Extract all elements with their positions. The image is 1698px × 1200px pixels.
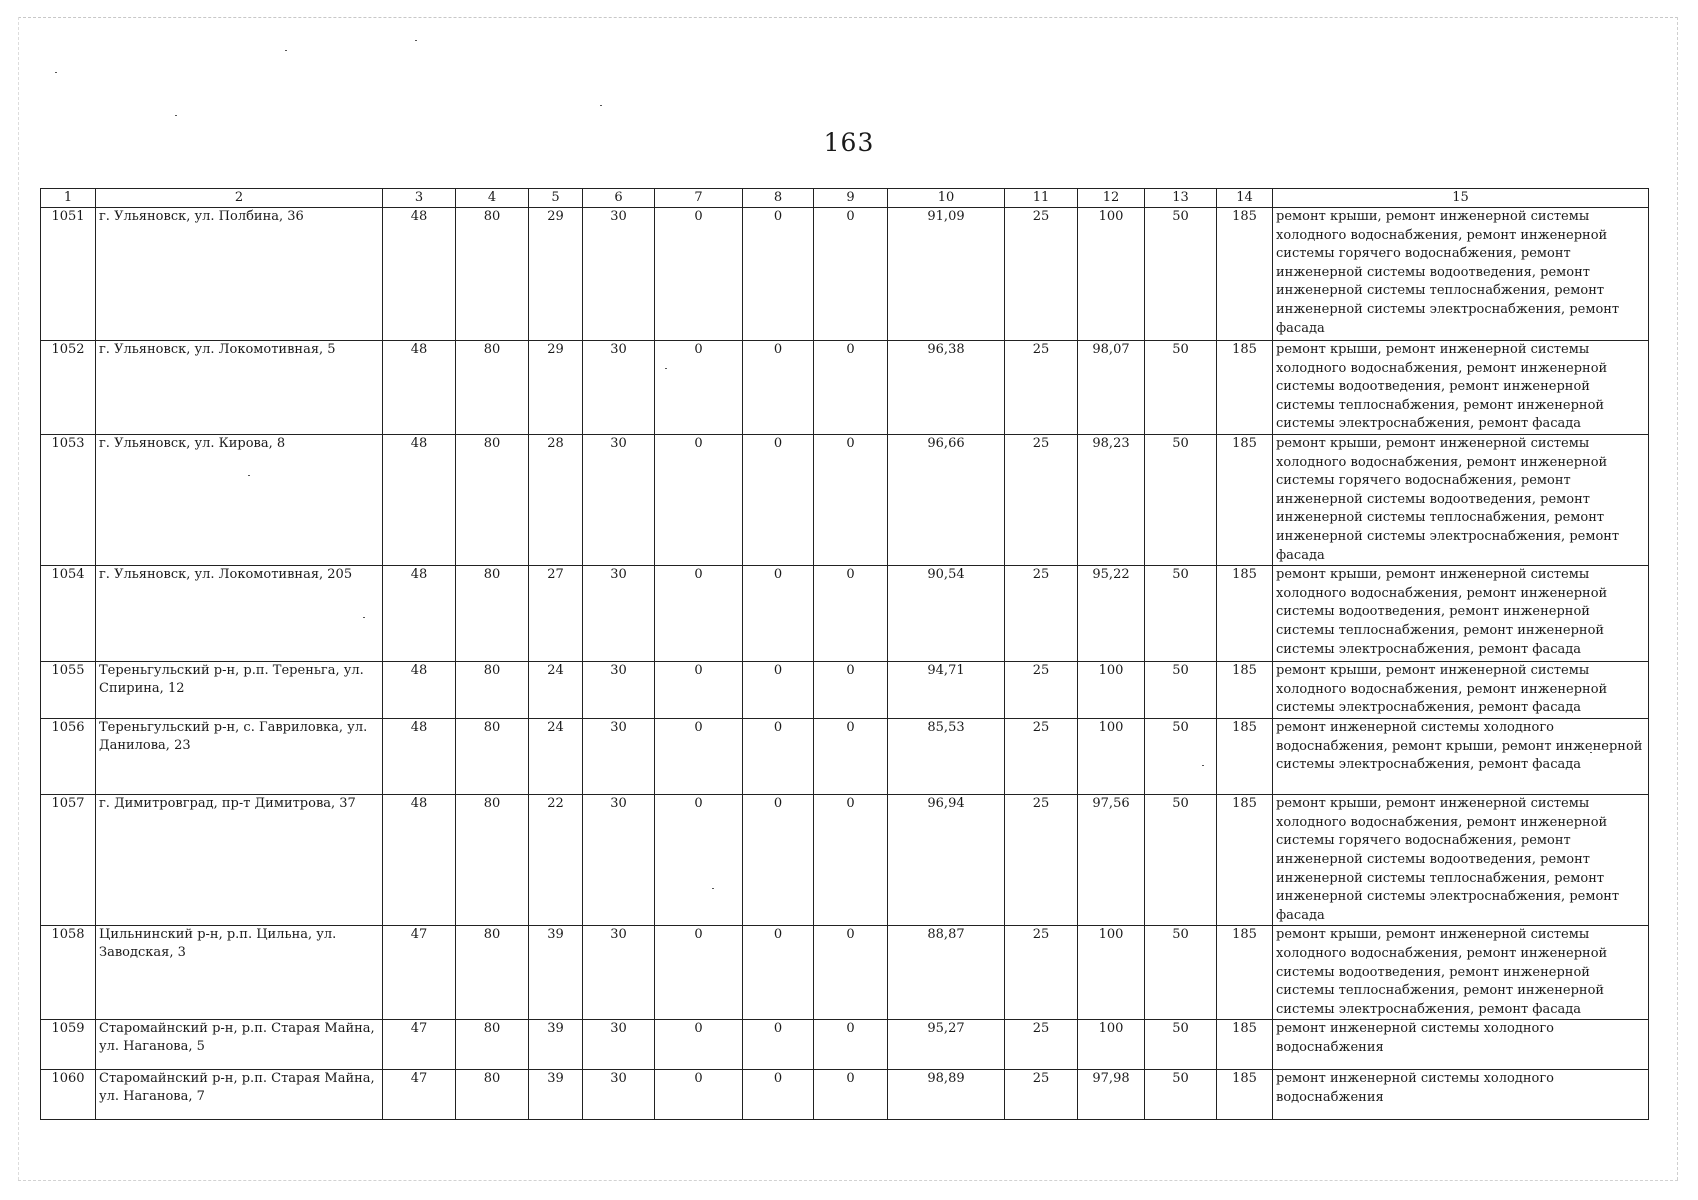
value-cell: 30 [583, 341, 655, 435]
value-cell: 22 [529, 795, 583, 926]
scan-speck [600, 105, 602, 106]
scan-speck [175, 115, 177, 116]
value-cell: 50 [1145, 662, 1217, 719]
value-cell: 0 [814, 662, 888, 719]
value-cell: 25 [1005, 662, 1078, 719]
value-cell: 96,38 [888, 341, 1005, 435]
value-cell: 0 [743, 1070, 814, 1120]
value-cell: 48 [383, 795, 456, 926]
value-cell: 25 [1005, 1020, 1078, 1070]
value-cell: 50 [1145, 1070, 1217, 1120]
value-cell: 0 [655, 341, 743, 435]
value-cell: 97,56 [1078, 795, 1145, 926]
scan-border-right [1677, 17, 1678, 1180]
value-cell: 47 [383, 1020, 456, 1070]
value-cell: 0 [655, 566, 743, 662]
table-row [41, 1020, 1649, 1070]
address-cell: Старомайнский р-н, р.п. Старая Майна, ул. Наганова, 7 [96, 1070, 383, 1120]
column-header: 10 [888, 189, 1005, 208]
value-cell: 0 [655, 662, 743, 719]
value-cell: 39 [529, 926, 583, 1020]
value-cell: 185 [1217, 1020, 1273, 1070]
value-cell: 30 [583, 1070, 655, 1120]
table-row [41, 1070, 1649, 1120]
table-row [41, 795, 1649, 926]
value-cell: 0 [743, 926, 814, 1020]
value-cell: 24 [529, 719, 583, 795]
value-cell: 185 [1217, 208, 1273, 341]
value-cell: 24 [529, 662, 583, 719]
value-cell: 50 [1145, 1020, 1217, 1070]
value-cell: 25 [1005, 208, 1078, 341]
value-cell: 185 [1217, 435, 1273, 566]
value-cell: 25 [1005, 1070, 1078, 1120]
works-cell: ремонт крыши, ремонт инженерной системы холодного водоснабжения, ремонт инженерной системы электроснабжения, ремонт фасада [1273, 662, 1649, 719]
value-cell: 0 [743, 341, 814, 435]
value-cell: 80 [456, 435, 529, 566]
column-header: 15 [1273, 189, 1649, 208]
works-cell: ремонт крыши, ремонт инженерной системы холодного водоснабжения, ремонт инженерной системы горячего водоснабжения, ремонт инженерной системы водоотведения, ремонт инженерной системы теплоснабжения, ремонт инженерной системы электроснабжения, ремонт фасада [1273, 208, 1649, 341]
value-cell: 185 [1217, 795, 1273, 926]
column-header: 3 [383, 189, 456, 208]
value-cell: 94,71 [888, 662, 1005, 719]
value-cell: 48 [383, 719, 456, 795]
value-cell: 25 [1005, 566, 1078, 662]
value-cell: 100 [1078, 926, 1145, 1020]
works-cell: ремонт инженерной системы холодного водоснабжения [1273, 1020, 1649, 1070]
row-number-cell: 1058 [41, 926, 96, 1020]
value-cell: 48 [383, 662, 456, 719]
works-cell: ремонт крыши, ремонт инженерной системы холодного водоснабжения, ремонт инженерной системы водоотведения, ремонт инженерной системы теплоснабжения, ремонт инженерной системы электроснабжения, ремонт фасада [1273, 926, 1649, 1020]
value-cell: 80 [456, 1020, 529, 1070]
row-number-cell: 1056 [41, 719, 96, 795]
row-number-cell: 1055 [41, 662, 96, 719]
value-cell: 0 [743, 435, 814, 566]
value-cell: 96,94 [888, 795, 1005, 926]
value-cell: 28 [529, 435, 583, 566]
column-header: 13 [1145, 189, 1217, 208]
value-cell: 0 [743, 719, 814, 795]
address-cell: г. Ульяновск, ул. Локомотивная, 205 [96, 566, 383, 662]
value-cell: 0 [814, 1070, 888, 1120]
value-cell: 98,89 [888, 1070, 1005, 1120]
value-cell: 48 [383, 566, 456, 662]
table-row [41, 341, 1649, 435]
row-number-cell: 1060 [41, 1070, 96, 1120]
table-row [41, 719, 1649, 795]
value-cell: 0 [655, 208, 743, 341]
value-cell: 0 [655, 1070, 743, 1120]
value-cell: 95,27 [888, 1020, 1005, 1070]
address-cell: г. Ульяновск, ул. Кирова, 8 [96, 435, 383, 566]
value-cell: 88,87 [888, 926, 1005, 1020]
row-number-cell: 1059 [41, 1020, 96, 1070]
value-cell: 39 [529, 1020, 583, 1070]
value-cell: 48 [383, 435, 456, 566]
row-number-cell: 1051 [41, 208, 96, 341]
value-cell: 0 [814, 208, 888, 341]
value-cell: 80 [456, 566, 529, 662]
value-cell: 0 [655, 1020, 743, 1070]
value-cell: 96,66 [888, 435, 1005, 566]
column-header: 14 [1217, 189, 1273, 208]
column-header: 4 [456, 189, 529, 208]
value-cell: 80 [456, 1070, 529, 1120]
value-cell: 50 [1145, 435, 1217, 566]
column-number-row [41, 189, 1649, 208]
address-cell: Старомайнский р-н, р.п. Старая Майна, ул. Наганова, 5 [96, 1020, 383, 1070]
column-header: 7 [655, 189, 743, 208]
scan-border-top [18, 17, 1678, 18]
value-cell: 100 [1078, 662, 1145, 719]
value-cell: 0 [814, 719, 888, 795]
repair-register-table [40, 188, 1649, 1120]
value-cell: 0 [655, 435, 743, 566]
value-cell: 47 [383, 926, 456, 1020]
value-cell: 30 [583, 719, 655, 795]
scan-speck [285, 50, 287, 51]
table-row [41, 208, 1649, 341]
value-cell: 98,07 [1078, 341, 1145, 435]
row-number-cell: 1057 [41, 795, 96, 926]
value-cell: 30 [583, 435, 655, 566]
value-cell: 25 [1005, 435, 1078, 566]
works-cell: ремонт крыши, ремонт инженерной системы холодного водоснабжения, ремонт инженерной системы водоотведения, ремонт инженерной системы теплоснабжения, ремонт инженерной системы электроснабжения, ремонт фасада [1273, 566, 1649, 662]
works-cell: ремонт крыши, ремонт инженерной системы холодного водоснабжения, ремонт инженерной системы горячего водоснабжения, ремонт инженерной системы водоотведения, ремонт инженерной системы теплоснабжения, ремонт инженерной системы электроснабжения, ремонт фасада [1273, 795, 1649, 926]
table-row [41, 566, 1649, 662]
address-cell: г. Ульяновск, ул. Полбина, 36 [96, 208, 383, 341]
value-cell: 50 [1145, 926, 1217, 1020]
value-cell: 98,23 [1078, 435, 1145, 566]
value-cell: 80 [456, 662, 529, 719]
value-cell: 30 [583, 1020, 655, 1070]
value-cell: 185 [1217, 719, 1273, 795]
value-cell: 0 [655, 926, 743, 1020]
register-rows [41, 208, 1649, 1120]
scan-border-left [18, 17, 19, 1180]
works-cell: ремонт инженерной системы холодного водоснабжения [1273, 1070, 1649, 1120]
value-cell: 29 [529, 341, 583, 435]
row-number-cell: 1053 [41, 435, 96, 566]
value-cell: 0 [743, 566, 814, 662]
value-cell: 185 [1217, 1070, 1273, 1120]
row-number-cell: 1054 [41, 566, 96, 662]
value-cell: 0 [743, 662, 814, 719]
value-cell: 185 [1217, 926, 1273, 1020]
column-header: 5 [529, 189, 583, 208]
column-header: 11 [1005, 189, 1078, 208]
value-cell: 185 [1217, 566, 1273, 662]
value-cell: 30 [583, 926, 655, 1020]
value-cell: 25 [1005, 795, 1078, 926]
address-cell: г. Ульяновск, ул. Локомотивная, 5 [96, 341, 383, 435]
value-cell: 91,09 [888, 208, 1005, 341]
value-cell: 0 [743, 795, 814, 926]
value-cell: 27 [529, 566, 583, 662]
column-header: 6 [583, 189, 655, 208]
value-cell: 0 [743, 1020, 814, 1070]
value-cell: 30 [583, 662, 655, 719]
value-cell: 25 [1005, 719, 1078, 795]
value-cell: 80 [456, 719, 529, 795]
value-cell: 25 [1005, 926, 1078, 1020]
value-cell: 95,22 [1078, 566, 1145, 662]
value-cell: 47 [383, 1070, 456, 1120]
value-cell: 0 [814, 435, 888, 566]
value-cell: 80 [456, 341, 529, 435]
value-cell: 100 [1078, 719, 1145, 795]
column-header: 2 [96, 189, 383, 208]
works-cell: ремонт крыши, ремонт инженерной системы холодного водоснабжения, ремонт инженерной системы водоотведения, ремонт инженерной системы теплоснабжения, ремонт инженерной системы электроснабжения, ремонт фасада [1273, 341, 1649, 435]
address-cell: Тереньгульский р-н, с. Гавриловка, ул. Данилова, 23 [96, 719, 383, 795]
value-cell: 185 [1217, 341, 1273, 435]
value-cell: 30 [583, 795, 655, 926]
scan-speck [55, 72, 57, 73]
value-cell: 0 [814, 341, 888, 435]
page-number: 163 [823, 128, 875, 157]
table-row [41, 662, 1649, 719]
value-cell: 30 [583, 566, 655, 662]
address-cell: Тереньгульский р-н, р.п. Тереньга, ул. Спирина, 12 [96, 662, 383, 719]
column-header: 1 [41, 189, 96, 208]
address-cell: Цильнинский р-н, р.п. Цильна, ул. Заводская, 3 [96, 926, 383, 1020]
value-cell: 85,53 [888, 719, 1005, 795]
value-cell: 39 [529, 1070, 583, 1120]
address-cell: г. Димитровград, пр-т Димитрова, 37 [96, 795, 383, 926]
value-cell: 0 [655, 795, 743, 926]
value-cell: 97,98 [1078, 1070, 1145, 1120]
works-cell: ремонт крыши, ремонт инженерной системы холодного водоснабжения, ремонт инженерной системы горячего водоснабжения, ремонт инженерной системы водоотведения, ремонт инженерной системы теплоснабжения, ремонт инженерной системы электроснабжения, ремонт фасада [1273, 435, 1649, 566]
value-cell: 25 [1005, 341, 1078, 435]
value-cell: 90,54 [888, 566, 1005, 662]
value-cell: 0 [743, 208, 814, 341]
value-cell: 50 [1145, 208, 1217, 341]
value-cell: 0 [814, 1020, 888, 1070]
value-cell: 100 [1078, 208, 1145, 341]
row-number-cell: 1052 [41, 341, 96, 435]
scan-speck [415, 40, 417, 41]
value-cell: 30 [583, 208, 655, 341]
value-cell: 80 [456, 926, 529, 1020]
column-header: 8 [743, 189, 814, 208]
table-row [41, 926, 1649, 1020]
value-cell: 0 [814, 926, 888, 1020]
value-cell: 50 [1145, 341, 1217, 435]
works-cell: ремонт инженерной системы холодного водоснабжения, ремонт крыши, ремонт инженерной системы электроснабжения, ремонт фасада [1273, 719, 1649, 795]
value-cell: 80 [456, 208, 529, 341]
value-cell: 80 [456, 795, 529, 926]
value-cell: 0 [814, 566, 888, 662]
value-cell: 0 [655, 719, 743, 795]
column-header: 12 [1078, 189, 1145, 208]
value-cell: 0 [814, 795, 888, 926]
value-cell: 48 [383, 208, 456, 341]
value-cell: 29 [529, 208, 583, 341]
column-header: 9 [814, 189, 888, 208]
value-cell: 50 [1145, 719, 1217, 795]
value-cell: 100 [1078, 1020, 1145, 1070]
scan-border-bottom [18, 1180, 1678, 1181]
value-cell: 50 [1145, 566, 1217, 662]
value-cell: 48 [383, 341, 456, 435]
table-row [41, 435, 1649, 566]
value-cell: 50 [1145, 795, 1217, 926]
value-cell: 185 [1217, 662, 1273, 719]
